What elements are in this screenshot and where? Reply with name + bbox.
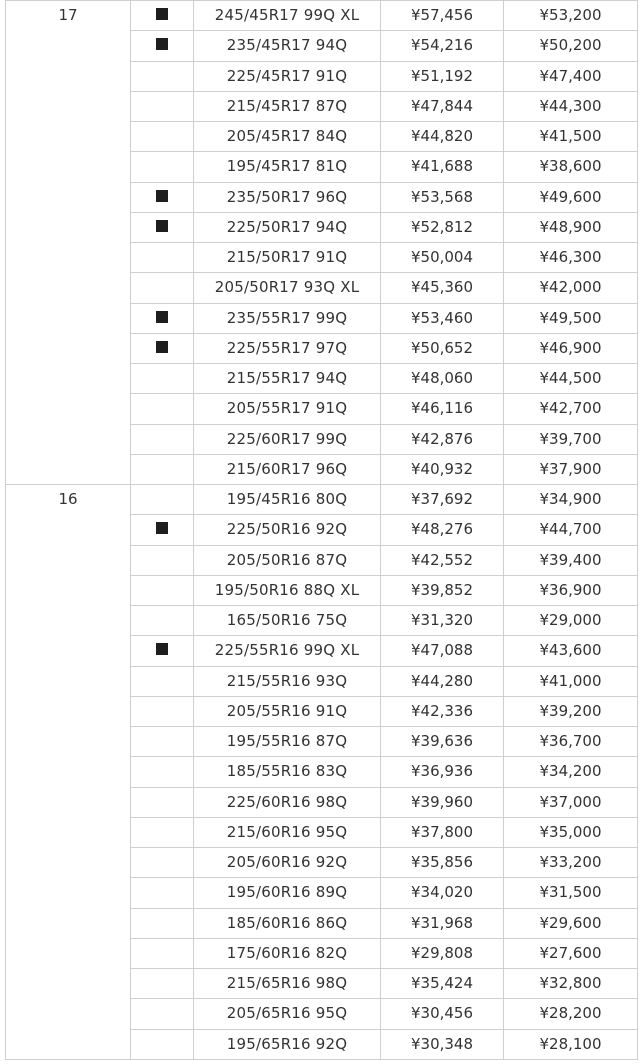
price-cell: ¥29,600 bbox=[504, 908, 638, 938]
tire-size-cell: 215/60R17 96Q bbox=[194, 454, 381, 484]
tire-size-cell: 205/65R16 95Q bbox=[194, 999, 381, 1029]
tire-size-cell: 225/55R17 97Q bbox=[194, 333, 381, 363]
mark-cell bbox=[131, 31, 194, 61]
price-cell: ¥53,460 bbox=[381, 303, 504, 333]
tire-size-cell: 205/60R16 92Q bbox=[194, 848, 381, 878]
price-cell: ¥44,700 bbox=[504, 515, 638, 545]
mark-cell bbox=[131, 485, 194, 515]
black-square-icon bbox=[156, 220, 168, 232]
tire-size-cell: 215/55R16 93Q bbox=[194, 666, 381, 696]
price-cell: ¥43,600 bbox=[504, 636, 638, 666]
price-cell: ¥39,636 bbox=[381, 727, 504, 757]
tire-size-cell: 185/60R16 86Q bbox=[194, 908, 381, 938]
price-cell: ¥40,932 bbox=[381, 454, 504, 484]
price-cell: ¥31,500 bbox=[504, 878, 638, 908]
price-cell: ¥30,348 bbox=[381, 1029, 504, 1059]
mark-cell bbox=[131, 848, 194, 878]
price-cell: ¥41,688 bbox=[381, 152, 504, 182]
price-cell: ¥42,700 bbox=[504, 394, 638, 424]
price-cell: ¥35,856 bbox=[381, 848, 504, 878]
price-cell: ¥35,000 bbox=[504, 817, 638, 847]
price-cell: ¥36,936 bbox=[381, 757, 504, 787]
rim-size-cell: 16 bbox=[6, 485, 131, 1060]
price-cell: ¥31,320 bbox=[381, 606, 504, 636]
price-cell: ¥39,400 bbox=[504, 545, 638, 575]
mark-cell bbox=[131, 243, 194, 273]
tire-size-cell: 195/50R16 88Q XL bbox=[194, 575, 381, 605]
mark-cell bbox=[131, 817, 194, 847]
mark-cell bbox=[131, 454, 194, 484]
price-cell: ¥28,100 bbox=[504, 1029, 638, 1059]
price-cell: ¥47,844 bbox=[381, 91, 504, 121]
mark-cell bbox=[131, 575, 194, 605]
price-cell: ¥54,216 bbox=[381, 31, 504, 61]
price-cell: ¥41,000 bbox=[504, 666, 638, 696]
price-cell: ¥47,400 bbox=[504, 61, 638, 91]
tire-size-cell: 195/45R17 81Q bbox=[194, 152, 381, 182]
price-cell: ¥44,500 bbox=[504, 364, 638, 394]
price-cell: ¥48,276 bbox=[381, 515, 504, 545]
price-cell: ¥37,800 bbox=[381, 817, 504, 847]
price-cell: ¥46,300 bbox=[504, 243, 638, 273]
mark-cell bbox=[131, 908, 194, 938]
mark-cell bbox=[131, 182, 194, 212]
mark-cell bbox=[131, 515, 194, 545]
mark-cell bbox=[131, 636, 194, 666]
tire-size-cell: 235/50R17 96Q bbox=[194, 182, 381, 212]
price-cell: ¥44,300 bbox=[504, 91, 638, 121]
price-cell: ¥34,020 bbox=[381, 878, 504, 908]
mark-cell bbox=[131, 91, 194, 121]
price-cell: ¥34,900 bbox=[504, 485, 638, 515]
mark-cell bbox=[131, 787, 194, 817]
price-cell: ¥50,652 bbox=[381, 333, 504, 363]
black-square-icon bbox=[156, 643, 168, 655]
price-cell: ¥32,800 bbox=[504, 969, 638, 999]
price-cell: ¥44,280 bbox=[381, 666, 504, 696]
tire-size-cell: 215/55R17 94Q bbox=[194, 364, 381, 394]
price-cell: ¥39,960 bbox=[381, 787, 504, 817]
table-row bbox=[6, 1, 638, 31]
price-cell: ¥38,600 bbox=[504, 152, 638, 182]
mark-cell bbox=[131, 122, 194, 152]
table-row bbox=[6, 485, 638, 515]
price-cell: ¥37,692 bbox=[381, 485, 504, 515]
price-cell: ¥48,060 bbox=[381, 364, 504, 394]
tire-size-cell: 165/50R16 75Q bbox=[194, 606, 381, 636]
mark-cell bbox=[131, 273, 194, 303]
price-cell: ¥45,360 bbox=[381, 273, 504, 303]
rim-size-cell: 17 bbox=[6, 1, 131, 485]
mark-cell bbox=[131, 999, 194, 1029]
tire-size-cell: 205/50R16 87Q bbox=[194, 545, 381, 575]
mark-cell bbox=[131, 303, 194, 333]
tire-size-cell: 215/50R17 91Q bbox=[194, 243, 381, 273]
tire-size-cell: 195/55R16 87Q bbox=[194, 727, 381, 757]
black-square-icon bbox=[156, 8, 168, 20]
price-cell: ¥53,568 bbox=[381, 182, 504, 212]
price-cell: ¥30,456 bbox=[381, 999, 504, 1029]
mark-cell bbox=[131, 1, 194, 31]
price-cell: ¥37,000 bbox=[504, 787, 638, 817]
price-cell: ¥57,456 bbox=[381, 1, 504, 31]
black-square-icon bbox=[156, 522, 168, 534]
mark-cell bbox=[131, 394, 194, 424]
black-square-icon bbox=[156, 341, 168, 353]
price-cell: ¥31,968 bbox=[381, 908, 504, 938]
tire-size-cell: 185/55R16 83Q bbox=[194, 757, 381, 787]
mark-cell bbox=[131, 152, 194, 182]
price-cell: ¥44,820 bbox=[381, 122, 504, 152]
price-cell: ¥28,200 bbox=[504, 999, 638, 1029]
price-cell: ¥52,812 bbox=[381, 212, 504, 242]
tire-size-cell: 195/45R16 80Q bbox=[194, 485, 381, 515]
black-square-icon bbox=[156, 311, 168, 323]
price-cell: ¥46,116 bbox=[381, 394, 504, 424]
tire-size-cell: 235/45R17 94Q bbox=[194, 31, 381, 61]
tire-size-cell: 225/60R16 98Q bbox=[194, 787, 381, 817]
mark-cell bbox=[131, 1029, 194, 1059]
tire-size-cell: 215/60R16 95Q bbox=[194, 817, 381, 847]
price-cell: ¥51,192 bbox=[381, 61, 504, 91]
tire-size-cell: 245/45R17 99Q XL bbox=[194, 1, 381, 31]
mark-cell bbox=[131, 545, 194, 575]
tire-size-cell: 225/55R16 99Q XL bbox=[194, 636, 381, 666]
tire-size-cell: 215/45R17 87Q bbox=[194, 91, 381, 121]
price-cell: ¥29,808 bbox=[381, 938, 504, 968]
tire-size-cell: 175/60R16 82Q bbox=[194, 938, 381, 968]
mark-cell bbox=[131, 969, 194, 999]
mark-cell bbox=[131, 757, 194, 787]
price-cell: ¥36,900 bbox=[504, 575, 638, 605]
price-cell: ¥41,500 bbox=[504, 122, 638, 152]
mark-cell bbox=[131, 333, 194, 363]
price-cell: ¥39,200 bbox=[504, 696, 638, 726]
mark-cell bbox=[131, 727, 194, 757]
price-cell: ¥42,876 bbox=[381, 424, 504, 454]
price-cell: ¥36,700 bbox=[504, 727, 638, 757]
price-cell: ¥33,200 bbox=[504, 848, 638, 878]
price-cell: ¥46,900 bbox=[504, 333, 638, 363]
price-cell: ¥27,600 bbox=[504, 938, 638, 968]
mark-cell bbox=[131, 696, 194, 726]
price-cell: ¥50,004 bbox=[381, 243, 504, 273]
mark-cell bbox=[131, 61, 194, 91]
price-cell: ¥42,336 bbox=[381, 696, 504, 726]
tire-price-table bbox=[5, 0, 638, 1060]
mark-cell bbox=[131, 666, 194, 696]
price-cell: ¥42,552 bbox=[381, 545, 504, 575]
price-cell: ¥35,424 bbox=[381, 969, 504, 999]
tire-size-cell: 195/65R16 92Q bbox=[194, 1029, 381, 1059]
mark-cell bbox=[131, 212, 194, 242]
tire-size-cell: 215/65R16 98Q bbox=[194, 969, 381, 999]
tire-size-cell: 205/55R16 91Q bbox=[194, 696, 381, 726]
tire-size-cell: 205/50R17 93Q XL bbox=[194, 273, 381, 303]
tire-size-cell: 225/50R17 94Q bbox=[194, 212, 381, 242]
price-cell: ¥47,088 bbox=[381, 636, 504, 666]
tire-size-cell: 205/45R17 84Q bbox=[194, 122, 381, 152]
price-cell: ¥48,900 bbox=[504, 212, 638, 242]
price-cell: ¥37,900 bbox=[504, 454, 638, 484]
black-square-icon bbox=[156, 190, 168, 202]
price-cell: ¥50,200 bbox=[504, 31, 638, 61]
tire-price-table-body bbox=[6, 1, 638, 1060]
tire-size-cell: 205/55R17 91Q bbox=[194, 394, 381, 424]
price-cell: ¥29,000 bbox=[504, 606, 638, 636]
price-cell: ¥39,700 bbox=[504, 424, 638, 454]
price-cell: ¥39,852 bbox=[381, 575, 504, 605]
tire-size-cell: 195/60R16 89Q bbox=[194, 878, 381, 908]
price-cell: ¥34,200 bbox=[504, 757, 638, 787]
tire-size-cell: 225/50R16 92Q bbox=[194, 515, 381, 545]
mark-cell bbox=[131, 424, 194, 454]
mark-cell bbox=[131, 606, 194, 636]
black-square-icon bbox=[156, 38, 168, 50]
price-cell: ¥42,000 bbox=[504, 273, 638, 303]
mark-cell bbox=[131, 364, 194, 394]
price-cell: ¥53,200 bbox=[504, 1, 638, 31]
mark-cell bbox=[131, 878, 194, 908]
price-cell: ¥49,500 bbox=[504, 303, 638, 333]
tire-size-cell: 225/60R17 99Q bbox=[194, 424, 381, 454]
tire-size-cell: 235/55R17 99Q bbox=[194, 303, 381, 333]
tire-size-cell: 225/45R17 91Q bbox=[194, 61, 381, 91]
mark-cell bbox=[131, 938, 194, 968]
price-cell: ¥49,600 bbox=[504, 182, 638, 212]
